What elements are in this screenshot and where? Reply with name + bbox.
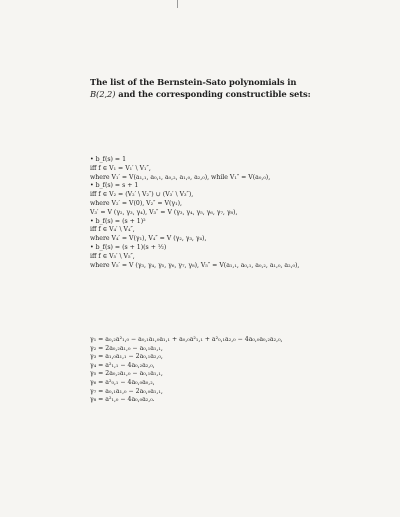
list-line: • b_f(s) = 1 [90, 156, 127, 163]
section-heading [90, 76, 370, 100]
list-line: V₃′ = V (γ₂, γ₃, γ₄), V₃″ = V (γ₃, γ₄, γ₅, γ₆, γ₇, γ₈), [90, 208, 238, 216]
gamma-line: γ₈ = a²₁,₀ − 4a₀,₀a₂,₀. [90, 396, 155, 404]
gamma-line: γ₇ = a₀,₁a₁,₀ − 2a₀,₀a₁,₁, [90, 387, 163, 395]
list-line: where V₅′ = V (γ₃, γ₄, γ₅, γ₆, γ₇, γ₈), V₅″ = V(a₁,₁, a₀,₁, a₀,₂, a₁,₀, a₂,₀), [90, 261, 300, 269]
gamma-line: γ₃ = a₁,₀a₁,₁ − 2a₀,₁a₂,₀, [90, 353, 163, 361]
heading-line-2-text: and the corresponding constructible sets: [115, 89, 311, 99]
gamma-definitions [90, 336, 390, 405]
heading-line-2 [90, 88, 370, 100]
heading-math: B(2,2) [90, 89, 116, 99]
list-line: iff f ∈ V₂ = (V₂′ \ V₂″) ∪ (V₃′ \ V₃″), [90, 191, 194, 199]
heading-line-1: The list of the Bernstein-Sato polynomials in [90, 77, 297, 87]
list-line: iff f ∈ V₁ = V₁′ \ V₁″, [90, 164, 151, 172]
list-line: iff f ∈ V₅′ \ V₅″, [90, 252, 135, 260]
page-fold-mark [177, 0, 178, 8]
gamma-line: γ₁ = a₀,₂a²₁,₀ − a₀,₁a₁,₀a₁,₁ + a₀,₀a²₁,₁ + a²₀,₁a₂,₀ − 4a₀,₀a₀,₂a₂,₀, [90, 336, 283, 343]
gamma-line: γ₆ = a²₀,₁ − 4a₀,₀a₀,₂, [90, 378, 155, 386]
gamma-line: γ₄ = a²₁,₁ − 4a₀,₂a₂,₀, [90, 361, 155, 369]
list-line: • b_f(s) = (s + 1)(s + ½) [90, 243, 167, 251]
list-line: • b_f(s) = s + 1 [90, 182, 139, 190]
gamma-line: γ₂ = 2a₀,₂a₁,₀ − a₀,₁a₁,₁, [90, 344, 163, 352]
list-line: • b_f(s) = (s + 1)² [90, 217, 146, 225]
gamma-line: γ₅ = 2a₀,₂a₁,₀ − a₀,₁a₁,₁, [90, 370, 163, 378]
list-line: iff f ∈ V₄′ \ V₄″, [90, 226, 135, 234]
list-line: where V₁′ = V(a₁,₁, a₀,₁, a₀,₂, a₁,₀, a₂,₀), while V₁″ = V(a₀,₀), [90, 173, 271, 181]
list-line: where V₄′ = V(γ₁), V₄″ = V (γ₂, γ₃, γ₄), [90, 235, 207, 243]
bernstein-sato-list [90, 156, 390, 270]
list-line: where V₂′ = V(0), V₂″ = V(γ₁), [90, 199, 182, 207]
